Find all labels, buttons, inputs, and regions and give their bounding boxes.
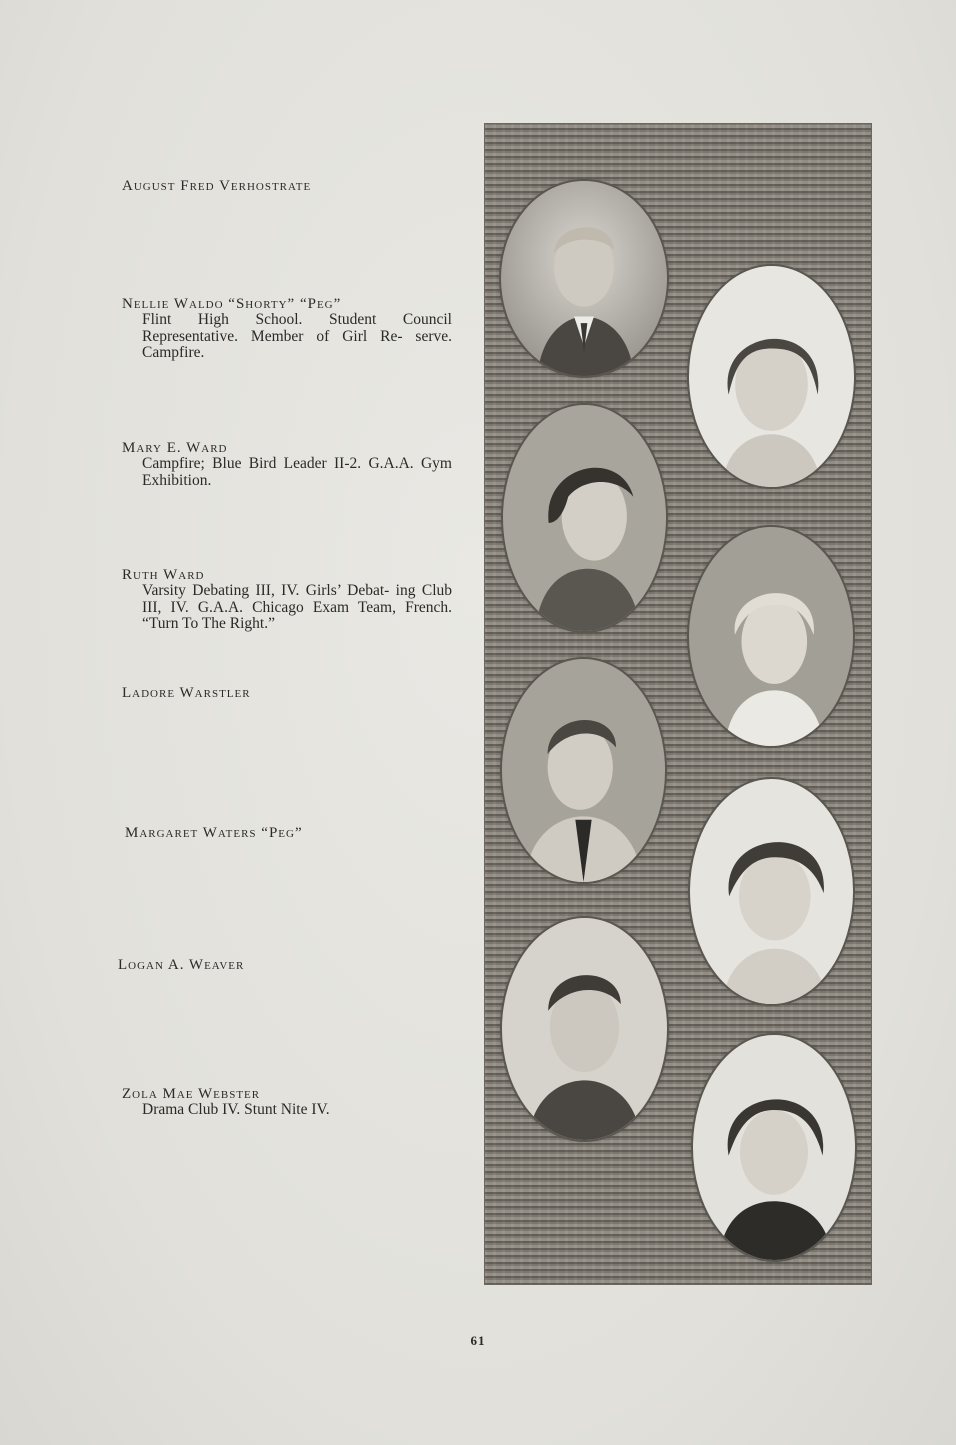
portrait-logan-weaver [502, 918, 667, 1140]
portrait-zola-webster [693, 1035, 855, 1260]
portrait-august-verhostrate [501, 181, 667, 376]
student-activities: Drama Club IV. Stunt Nite IV. [142, 1101, 330, 1118]
student-name: August Fred Verhostrate [122, 178, 312, 194]
student-name: Logan A. Weaver [118, 957, 245, 973]
student-name: Zola Mae Webster [122, 1086, 261, 1102]
entry-ruth-ward [122, 567, 452, 633]
portrait-margaret-waters [690, 779, 853, 1004]
portrait-mary-ward [503, 405, 666, 631]
entry-nellie-waldo [122, 296, 452, 362]
portrait-ruth-ward [689, 527, 853, 746]
student-name: Mary E. Ward [122, 440, 228, 456]
student-name: Nellie Waldo “Shorty” “Peg” [122, 296, 342, 312]
entry-august-verhostrate [122, 178, 452, 194]
page-number: 61 [470, 1333, 486, 1348]
student-name: Margaret Waters “Peg” [125, 825, 303, 841]
portrait-nellie-waldo [689, 266, 854, 487]
student-name: Ruth Ward [122, 567, 205, 583]
entry-margaret-waters [125, 825, 455, 841]
student-name: Ladore Warstler [122, 685, 251, 701]
entry-zola-webster [122, 1086, 452, 1119]
student-activities: Flint High School. Student Council Representative. Member of Girl Re- serve. Campfire. [142, 311, 452, 361]
student-activities: Varsity Debating III, IV. Girls’ Debat- ing Club III, IV. G.A.A. Chicago Exam Team, French. “Turn To The Right.” [142, 582, 452, 632]
entry-mary-ward [122, 440, 452, 489]
student-activities: Campfire; Blue Bird Leader II-2. G.A.A. Gym Exhibition. [142, 455, 452, 489]
entry-ladore-warstler [122, 685, 452, 701]
entry-logan-weaver [118, 957, 448, 973]
portrait-ladore-warstler [502, 659, 665, 882]
